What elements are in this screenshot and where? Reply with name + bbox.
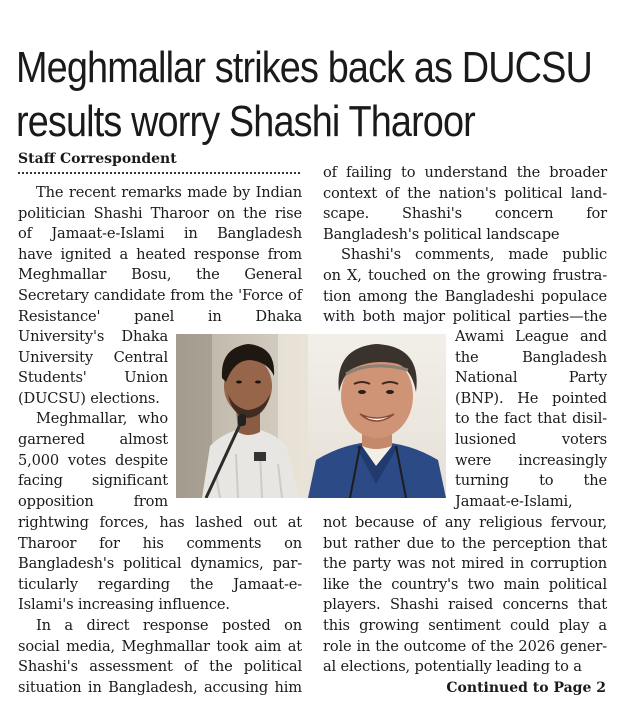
text-line: the party was not mired in corruption [323,555,607,573]
text-line: Islami's increasing influence. [18,596,230,614]
text-line: 5,000 votes despite [18,451,168,469]
text-line: role in the outcome of the 2026 gener- [323,637,607,655]
column-2-bottom [323,513,607,678]
text-line: this growing sentiment could play a [323,616,607,634]
text-line: of Jamaat-e-Islami in Bangladesh [18,225,302,243]
text-line: the Bangladesh [455,348,607,366]
text-line: National Party [455,369,607,387]
text-line: Shashi's comments, made public [341,246,607,264]
text-line: al elections, potentially leading to a [323,658,582,676]
photo-illustration [176,334,446,498]
text-line: players. Shashi raised concerns that [323,596,607,614]
text-line: scape. Shashi's concern for [323,205,607,223]
text-line: to the fact that disil- [455,410,607,428]
text-line: facing significant [18,472,168,490]
column-1-bottom [18,513,302,698]
text-line: Meghmallar Bosu, the General [18,266,302,284]
text-line: but rather due to the perception that [323,534,607,552]
text-line: garnered almost [18,430,168,448]
text-line: Meghmallar, who [36,410,168,428]
headline [16,41,592,149]
text-line: were increasingly [455,451,607,469]
article-photo [176,334,446,498]
text-line: Students' Union [18,369,168,387]
text-line: ticularly regarding the Jamaat-e- [18,575,302,593]
text-line: opposition from [18,492,168,510]
text-line: Jamaat-e-Islami, [455,492,573,510]
text-line: turning to the [455,472,607,490]
column-1-top [18,183,302,327]
text-line: situation in Bangladesh, accusing him [18,678,302,696]
text-line: context of the nation's political land- [323,184,607,202]
text-line: Bangladesh's political dynamics, par- [18,555,302,573]
text-line: have ignited a heated response from [18,245,302,263]
text-line: The recent remarks made by Indian [36,184,302,201]
text-line: of failing to understand the broader [323,164,607,181]
text-line: (DUCSU) elections. [18,389,160,407]
text-line: Awami League and [455,328,607,345]
text-line: rightwing forces, has lashed out at [18,514,302,531]
text-line: on X, touched on the growing frustra- [323,266,607,284]
headline-line-2: results worry Shashi Tharoor [16,97,475,147]
headline-line-1: Meghmallar strikes back as DUCSU [16,43,592,93]
text-line: Secretary candidate from the 'Force of [18,286,302,304]
text-line: University Central [18,348,168,366]
text-line: Shashi's assessment of the political [18,658,302,676]
text-line: Resistance' panel in Dhaka [18,307,302,325]
continued-to-page-link[interactable]: Continued to Page 2 [446,680,606,696]
text-line: not because of any religious fervour, [323,514,607,531]
byline: Staff Correspondent [18,151,300,174]
text-line: University's Dhaka [18,328,168,345]
text-line: like the country's two main political [323,575,607,593]
microphone [238,414,246,426]
text-line: social media, Meghmallar took aim at [18,637,302,655]
text-line: lusioned voters [455,430,607,448]
text-line: In a direct response posted on [36,616,302,634]
text-line: Bangladesh's political landscape [323,225,560,243]
column-2-top [323,163,607,328]
text-line: tion among the Bangladeshi populace [323,287,607,305]
column-1-narrow [18,327,168,512]
text-line: with both major political parties—the [323,308,607,326]
text-line: (BNP). He pointed [455,389,607,407]
text-line: Tharoor for his comments on [18,534,302,552]
column-2-narrow [455,327,607,512]
text-line: politician Shashi Tharoor on the rise [18,204,302,222]
